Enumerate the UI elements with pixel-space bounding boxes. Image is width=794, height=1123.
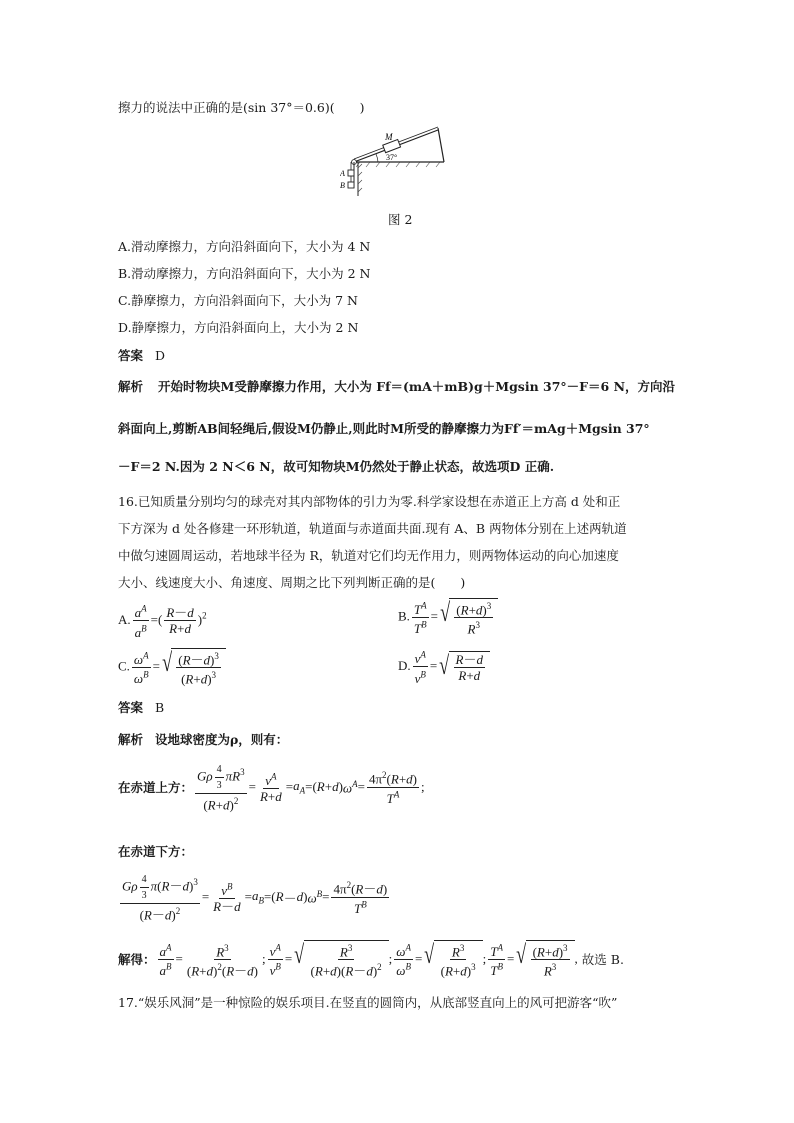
q15-option-c: C.静摩擦力，方向沿斜面向下，大小为 7 N — [118, 293, 358, 308]
figure-label-a: A — [340, 169, 345, 178]
q15-analysis-line-1: 开始时物块M受静摩擦力作用，大小为 Ff＝(mA＋mB)g＋Mgsin 37°－F＝6 N，方向沿 — [158, 379, 676, 394]
solution-equation: 解得： $\frac{a^A}{a^B}$ = $\frac{R^3}{(R+d)^2(R-d)}$ ; $\frac{v^A}{v^B}$ = √ $\frac{R^3}{(R+d)(R-d)^2}$ ; $\frac{\omega^A}{\omega^B}$ = √ $\frac{R^3}{(R+d)^3}$ ; $\frac{T^A}{T^B}$ = √ $\frac{(R+d)^3}{R^3}$ , 故选 B. — [118, 940, 624, 979]
figure-label-angle: 37° — [386, 153, 398, 162]
q16-option-a: A. $\frac{a^A}{a^B}$ =( $\frac{R-d}{R+d}$ )$^2$ — [118, 604, 207, 640]
q16-option-c: C. $\frac{\omega^A}{\omega^B}$ = √ $\frac{(R-d)^3}{(R+d)^3}$ — [118, 648, 226, 687]
q15-option-b: B.滑动摩擦力，方向沿斜面向下，大小为 2 N — [118, 266, 371, 281]
option-c-label: C. — [118, 658, 130, 674]
figure-caption: 图 2 — [388, 212, 413, 227]
option-a-label: A. — [118, 611, 131, 627]
above-equator-label: 在赤道上方： — [118, 780, 194, 796]
q15-answer-label: 答案 — [118, 348, 144, 363]
q15-answer — [118, 346, 165, 364]
above-equator-equation: 在赤道上方： Gρ $\frac{4}{3}$ $\pi R^3$ $(R+d)^2$ = $\frac{v^A}{R+d}$ = $a_A$ =( R + d ) $\omega^A$ = $\frac{4\pi^2(R+d)}{T^A}$ ; — [118, 764, 425, 813]
q15-option-d: D.静摩擦力，方向沿斜面向上，大小为 2 N — [118, 320, 359, 335]
conclusion: 故选 B. — [581, 952, 624, 968]
q16-analysis-intro: 设地球密度为ρ，则有： — [154, 732, 289, 747]
figure-label-m: M — [385, 132, 393, 142]
q15-option-a: A.滑动摩擦力，方向沿斜面向下，大小为 4 N — [118, 239, 371, 254]
below-equator-equation: Gρ $\frac{4}{3}$ $\pi(R-d)^3$ $(R-d)^2$ = $\frac{v^B}{R-d}$ = $a_B$ =( R － d ) $\omega^B$ = $\frac{4\pi^2(R-d)}{T^B}$ — [122, 874, 388, 923]
q16-option-d: D. $\frac{v^A}{v^B}$ = √ $\frac{R-d}{R+d}$ — [398, 648, 490, 686]
q16-option-b: B. $\frac{T^A}{T^B}$ = √ $\frac{(R+d)^3}{R^3}$ — [398, 598, 498, 637]
q15-analysis-label: 解析 — [118, 379, 144, 394]
q16-stem-line-3: 中做匀速圆周运动，若地球半径为 R，轨道对它们均无作用力，则两物体运动的向心加速度 — [118, 548, 619, 563]
incline-figure — [340, 126, 460, 198]
q15-analysis-line-2: 斜面向上,剪断AB间轻绳后,假设M仍静止,则此时M所受的静摩擦力为Ff′＝mAg＋Mgsin 37° — [118, 421, 650, 436]
q16-answer-value: B — [154, 700, 165, 715]
q17-stem: 17.“娱乐风洞”是一种惊险的娱乐项目.在竖直的圆筒内，从底部竖直向上的风可把游客“吹” — [118, 995, 618, 1010]
option-d-label: D. — [398, 657, 411, 673]
q16-analysis — [118, 730, 288, 748]
q16-answer — [118, 698, 164, 716]
q15-analysis-line-3: －F＝2 N.因为 2 N＜6 N，故可知物块M仍然处于静止状态，故选项D 正确. — [118, 459, 555, 474]
below-equator-label: 在赤道下方： — [118, 844, 194, 859]
q16-stem-line-2: 下方深为 d 处各修建一环形轨道，轨道面与赤道面共面.现有 A、B 两物体分别在上述两轨道 — [118, 521, 627, 536]
option-b-label: B. — [398, 608, 410, 624]
figure-label-b: B — [340, 181, 345, 190]
q16-analysis-label: 解析 — [118, 732, 144, 747]
q16-stem-line-1: 16.已知质量分别均匀的球壳对其内部物体的引力为零.科学家设想在赤道正上方高 d 处和正 — [118, 494, 621, 509]
q15-answer-value: D — [154, 348, 165, 363]
solve-label: 解得： — [118, 952, 156, 968]
q15-stem-tail: 擦力的说法中正确的是(sin 37°＝0.6)( ) — [118, 100, 365, 115]
q16-stem-line-4: 大小、线速度大小、角速度、周期之比下列判断正确的是( ) — [118, 575, 466, 590]
q16-answer-label: 答案 — [118, 700, 144, 715]
